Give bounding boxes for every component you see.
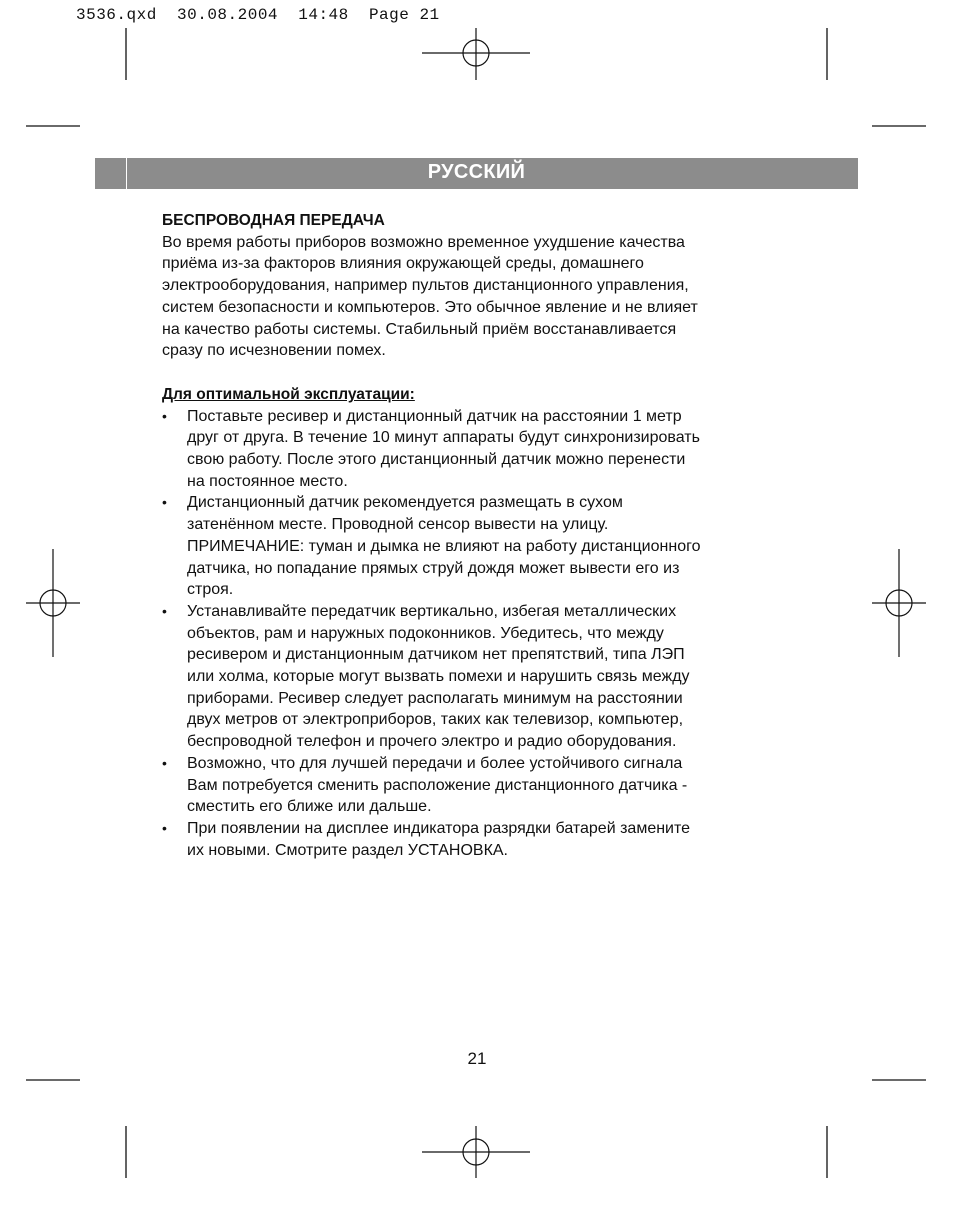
registration-mark-right xyxy=(872,549,926,657)
registration-mark-bottom xyxy=(422,1126,530,1178)
item-line: их новыми. Смотрите раздел УСТАНОВКА. xyxy=(187,841,508,859)
item-line: затенённом месте. Проводной сенсор вывести на улицу. xyxy=(187,516,609,534)
language-banner xyxy=(95,158,858,189)
item-line: строя. xyxy=(187,581,234,599)
item-line: свою работу. После этого дистанционный датчик можно перенести xyxy=(187,451,686,469)
paragraph-line: приёма из-за факторов влияния окружающей среды, домашнего xyxy=(162,255,644,273)
registration-mark-top xyxy=(422,28,530,80)
bullet-icon: • xyxy=(162,754,167,771)
list-item xyxy=(162,601,802,753)
section-heading: БЕСПРОВОДНАЯ ПЕРЕДАЧА xyxy=(162,212,385,229)
item-line: Поставьте ресивер и дистанционный датчик на расстоянии 1 метр xyxy=(187,407,682,425)
language-title: РУССКИЙ xyxy=(427,161,526,183)
item-line: ПРИМЕЧАНИЕ: туман и дымка не влияют на работу дистанционного xyxy=(187,537,701,555)
item-line: Вам потребуется сменить расположение дистанционного датчика - xyxy=(187,776,688,794)
print-slug: 3536.qxd 30.08.2004 14:48 Page 21 xyxy=(76,6,440,24)
paragraph-line: сразу по исчезновении помех. xyxy=(162,342,386,360)
tips-list xyxy=(162,406,802,862)
item-line: приборами. Ресивер следует располагать минимум на расстоянии xyxy=(187,689,683,707)
intro-paragraph xyxy=(162,232,802,362)
item-line: на постоянное место. xyxy=(187,472,348,490)
bullet-icon: • xyxy=(162,819,167,836)
item-line: или холма, которые могут вызвать помехи и нарушить связь между xyxy=(187,668,690,686)
bullet-icon: • xyxy=(162,407,167,424)
item-line: Возможно, что для лучшей передачи и более устойчивого сигнала xyxy=(187,754,683,772)
item-line: беспроводной телефон и прочего электро и радио оборудования. xyxy=(187,733,677,751)
list-item xyxy=(162,492,802,601)
list-item xyxy=(162,406,802,493)
item-line: Дистанционный датчик рекомендуется размещать в сухом xyxy=(187,494,623,512)
list-item xyxy=(162,753,802,818)
registration-mark-left xyxy=(26,549,80,657)
page-content xyxy=(162,210,802,861)
item-line: друг от друга. В течение 10 минут аппараты будут синхронизировать xyxy=(187,429,700,447)
bullet-icon: • xyxy=(162,602,167,619)
paragraph-line: электрооборудования, например пультов дистанционного управления, xyxy=(162,277,689,295)
bullet-icon: • xyxy=(162,494,167,511)
page-number: 21 xyxy=(467,1049,487,1068)
item-line: датчика, но попадание прямых струй дождя может вывести его из xyxy=(187,559,680,577)
item-line: сместить его ближе или дальше. xyxy=(187,798,432,816)
paragraph-line: на качество работы системы. Стабильный приём восстанавливается xyxy=(162,320,677,338)
item-line: двух метров от электроприборов, таких как телевизор, компьютер, xyxy=(187,711,684,729)
tips-heading: Для оптимальной эксплуатации: xyxy=(162,385,415,403)
list-item xyxy=(162,818,802,861)
item-line: ресивером и дистанционным датчиком нет препятствий, типа ЛЭП xyxy=(187,646,685,664)
paragraph-line: Во время работы приборов возможно временное ухудшение качества xyxy=(162,233,685,251)
paragraph-line: систем безопасности и компьютеров. Это обычное явление и не влияет xyxy=(162,298,698,316)
item-line: При появлении на дисплее индикатора разрядки батарей замените xyxy=(187,819,691,837)
item-line: Устанавливайте передатчик вертикально, избегая металлических xyxy=(187,602,677,620)
item-line: объектов, рам и наружных подоконников. Убедитесь, что между xyxy=(187,624,664,642)
